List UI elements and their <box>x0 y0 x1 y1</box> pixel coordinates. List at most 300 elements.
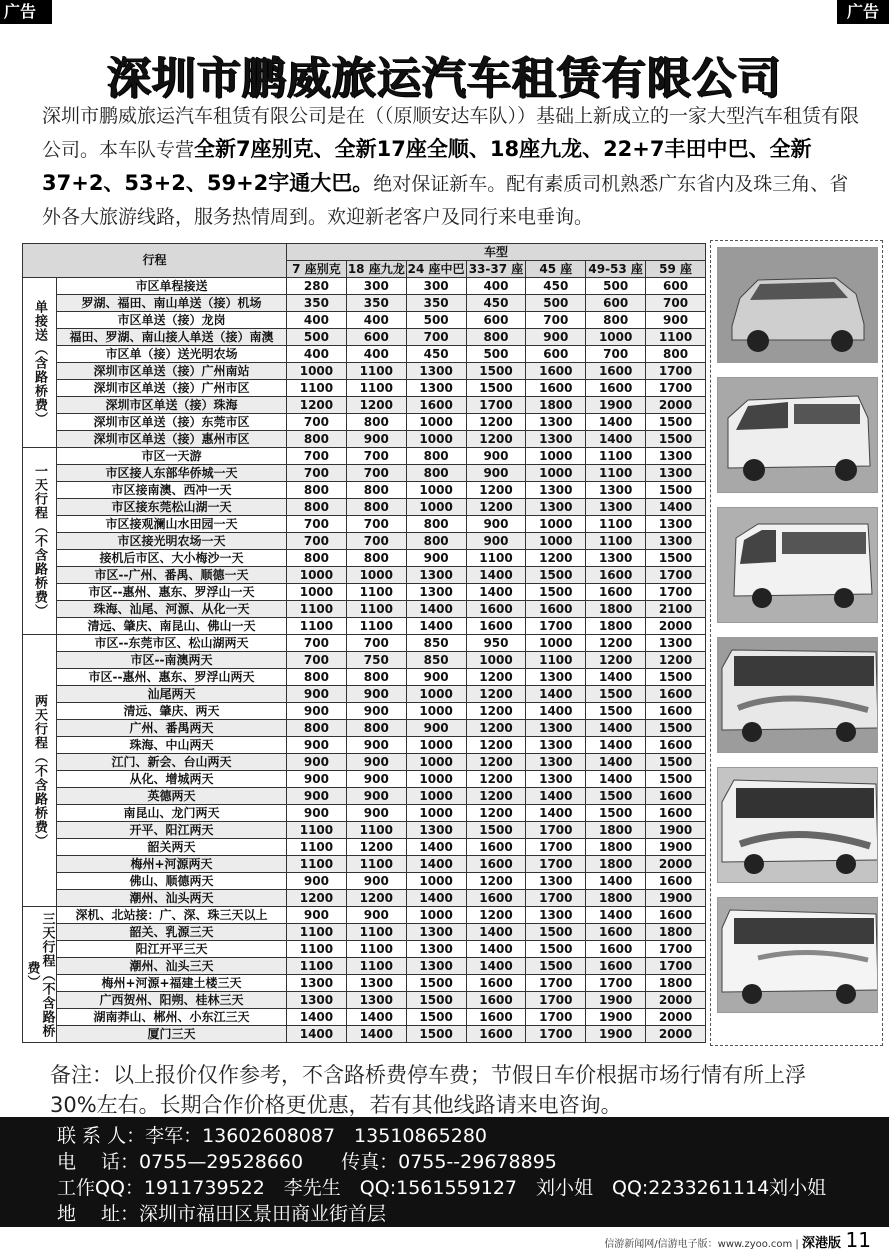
price-cell: 1400 <box>406 890 466 907</box>
price-cell: 1000 <box>406 482 466 499</box>
route-cell: 湖南莽山、郴州、小东江三天 <box>57 1009 287 1026</box>
price-cell: 700 <box>526 312 586 329</box>
price-cell: 1100 <box>287 924 347 941</box>
table-row <box>23 584 706 601</box>
price-cell: 900 <box>406 669 466 686</box>
price-cell: 1200 <box>346 839 406 856</box>
price-cell: 950 <box>466 635 526 652</box>
price-cell: 1800 <box>586 839 646 856</box>
ad-label-left: 广告 <box>0 0 52 24</box>
price-cell: 1500 <box>646 482 706 499</box>
route-cell: 佛山、顺德两天 <box>57 873 287 890</box>
price-cell: 1000 <box>406 431 466 448</box>
price-cell: 1600 <box>466 890 526 907</box>
price-cell: 1700 <box>646 380 706 397</box>
price-cell: 1600 <box>586 363 646 380</box>
col-header: 18 座九龙 <box>347 261 405 276</box>
price-cell: 1600 <box>646 686 706 703</box>
table-row <box>23 873 706 890</box>
table-row <box>23 482 706 499</box>
table-row <box>23 703 706 720</box>
price-cell: 400 <box>287 312 347 329</box>
route-cell: 南昆山、龙门两天 <box>57 805 287 822</box>
price-cell: 1200 <box>466 720 526 737</box>
price-cell: 1300 <box>406 924 466 941</box>
price-cell: 1900 <box>586 397 646 414</box>
route-cell: 清远、肇庆、南昆山、佛山一天 <box>57 618 287 635</box>
price-cell: 1400 <box>287 1009 347 1026</box>
photo-ford-transit <box>717 377 878 493</box>
price-cell: 1200 <box>287 397 347 414</box>
price-cell: 280 <box>287 278 347 295</box>
price-cell: 700 <box>646 295 706 312</box>
price-cell: 1500 <box>526 584 586 601</box>
price-cell: 1900 <box>646 890 706 907</box>
price-cell: 900 <box>526 329 586 346</box>
route-cell: 市区一天游 <box>57 448 287 465</box>
table-row <box>23 465 706 482</box>
table-row <box>23 295 706 312</box>
route-cell: 梅州+河源+福建土楼三天 <box>57 975 287 992</box>
table-row <box>23 618 706 635</box>
price-cell: 1100 <box>287 856 347 873</box>
route-cell: 广州、番禺两天 <box>57 720 287 737</box>
price-cell: 1100 <box>346 924 406 941</box>
price-cell: 1100 <box>346 856 406 873</box>
price-cell: 700 <box>287 533 347 550</box>
price-cell: 800 <box>346 482 406 499</box>
route-cell: 市区接人东部华侨城一天 <box>57 465 287 482</box>
price-cell: 1600 <box>586 958 646 975</box>
price-cell: 1400 <box>466 567 526 584</box>
route-cell: 英德两天 <box>57 788 287 805</box>
price-cell: 1600 <box>526 601 586 618</box>
route-cell: 接机后市区、大小梅沙一天 <box>57 550 287 567</box>
price-cell: 1300 <box>406 941 466 958</box>
price-cell: 1000 <box>406 805 466 822</box>
price-cell: 1800 <box>586 890 646 907</box>
price-cell: 1500 <box>526 941 586 958</box>
price-cell: 1600 <box>526 380 586 397</box>
price-cell: 900 <box>346 431 406 448</box>
price-cell: 800 <box>287 720 347 737</box>
price-cell: 500 <box>586 278 646 295</box>
price-cell: 700 <box>287 465 347 482</box>
table-row <box>23 635 706 652</box>
contact-address: 地 址：深圳市福田区景田商业街首层 <box>57 1203 387 1225</box>
table-row <box>23 550 706 567</box>
price-cell: 1500 <box>406 1026 466 1043</box>
price-cell: 350 <box>346 295 406 312</box>
price-cell: 600 <box>346 329 406 346</box>
price-cell: 1700 <box>526 839 586 856</box>
price-cell: 1300 <box>526 669 586 686</box>
price-cell: 1100 <box>287 941 347 958</box>
price-cell: 1000 <box>406 788 466 805</box>
page-number: 11 <box>845 1228 871 1250</box>
price-cell: 800 <box>646 346 706 363</box>
price-cell: 1800 <box>526 397 586 414</box>
photo-toyota-coaster <box>717 507 878 623</box>
price-cell: 1000 <box>526 448 586 465</box>
route-cell: 市区单送（接）龙岗 <box>57 312 287 329</box>
price-cell: 1300 <box>406 822 466 839</box>
price-cell: 1700 <box>526 890 586 907</box>
price-cell: 900 <box>466 448 526 465</box>
price-cell: 1200 <box>466 686 526 703</box>
col-header: 33-37 座 <box>466 261 526 278</box>
price-cell: 900 <box>346 686 406 703</box>
footer-site-text: 信游新闻网/信游电子版：www.zyoo.com <box>604 1239 793 1250</box>
price-cell: 1000 <box>287 584 347 601</box>
note-remark: 备注：以上报价仅作参考，不含路桥费停车费；节假日车价根据市场行情有所上浮30%左右。长期合作价格更优惠，若有其他线路请来电咨询。 <box>50 1063 806 1117</box>
price-cell: 1600 <box>466 839 526 856</box>
price-cell: 1600 <box>586 380 646 397</box>
price-cell: 1300 <box>526 873 586 890</box>
price-cell: 1500 <box>406 1009 466 1026</box>
price-cell: 1000 <box>287 363 347 380</box>
price-cell: 1600 <box>586 567 646 584</box>
price-cell: 1500 <box>646 754 706 771</box>
price-cell: 1400 <box>346 1009 406 1026</box>
price-cell: 1000 <box>406 703 466 720</box>
price-cell: 1100 <box>346 618 406 635</box>
price-cell: 1300 <box>526 414 586 431</box>
route-header: 行程 <box>23 244 287 278</box>
price-cell: 700 <box>287 516 347 533</box>
price-cell: 400 <box>466 278 526 295</box>
price-cell: 900 <box>287 771 347 788</box>
price-cell: 1100 <box>287 618 347 635</box>
route-cell: 福田、罗湖、南山接人单送（接）南澳 <box>57 329 287 346</box>
price-cell: 1300 <box>406 958 466 975</box>
table-row <box>23 975 706 992</box>
route-cell: 汕尾两天 <box>57 686 287 703</box>
intro-part-3: 绝对保证新车。配有素质司机熟悉广东省内及珠三角、省外各大旅游线路，服务热情周到。欢迎新老客户及同行来电垂询。 <box>42 173 849 228</box>
price-cell: 700 <box>346 465 406 482</box>
price-cell: 1100 <box>287 380 347 397</box>
price-cell: 1400 <box>466 958 526 975</box>
price-cell: 700 <box>287 652 347 669</box>
price-cell: 1100 <box>586 516 646 533</box>
price-cell: 1100 <box>586 465 646 482</box>
route-cell: 深机、北站接：广、深、珠三天以上 <box>57 907 287 924</box>
table-row <box>23 839 706 856</box>
table-row <box>23 822 706 839</box>
route-cell: 深圳市区单送（接）广州市区 <box>57 380 287 397</box>
group-label: 单接送（含路桥费） <box>23 278 57 448</box>
price-cell: 1300 <box>526 720 586 737</box>
price-cell: 2000 <box>646 618 706 635</box>
route-cell: 市区--广州、番禺、顺德一天 <box>57 567 287 584</box>
price-cell: 900 <box>466 533 526 550</box>
price-cell: 1200 <box>646 652 706 669</box>
table-row <box>23 380 706 397</box>
route-cell: 珠海、汕尾、河源、从化一天 <box>57 601 287 618</box>
price-cell: 1300 <box>406 567 466 584</box>
contact-phone: 电 话：0755—29528660 传真：0755--29678895 <box>57 1151 557 1173</box>
price-cell: 1300 <box>526 907 586 924</box>
price-cell: 1100 <box>646 329 706 346</box>
route-cell: 市区单（接）送光明农场 <box>57 346 287 363</box>
price-cell: 1100 <box>287 601 347 618</box>
price-cell: 800 <box>406 448 466 465</box>
price-cell: 2000 <box>646 1009 706 1026</box>
route-cell: 广西贺州、阳朔、桂林三天 <box>57 992 287 1009</box>
price-cell: 1400 <box>586 414 646 431</box>
table-row <box>23 737 706 754</box>
price-cell: 1600 <box>646 873 706 890</box>
price-cell: 900 <box>346 907 406 924</box>
table-row <box>23 771 706 788</box>
table-row <box>23 686 706 703</box>
price-cell: 1200 <box>287 890 347 907</box>
price-cell: 900 <box>406 720 466 737</box>
table-row <box>23 754 706 771</box>
price-cell: 1400 <box>526 788 586 805</box>
price-cell: 1200 <box>466 737 526 754</box>
intro-fleet: 全新7座别克、全新17座全顺、18座九龙、22+7丰田中巴、全新37+2、53+2、59+2宇通大巴。 <box>42 137 812 195</box>
price-cell: 1900 <box>646 839 706 856</box>
table-row <box>23 924 706 941</box>
price-cell: 1100 <box>346 584 406 601</box>
price-cell: 1300 <box>586 499 646 516</box>
price-cell: 1600 <box>466 856 526 873</box>
route-cell: 潮州、汕头两天 <box>57 890 287 907</box>
price-cell: 900 <box>287 686 347 703</box>
price-cell: 1500 <box>646 669 706 686</box>
price-cell: 1000 <box>406 873 466 890</box>
price-cell: 1400 <box>466 941 526 958</box>
price-cell: 600 <box>526 346 586 363</box>
route-cell: 市区--惠州、惠东、罗浮山一天 <box>57 584 287 601</box>
price-cell: 500 <box>406 312 466 329</box>
price-cell: 900 <box>466 516 526 533</box>
table-row <box>23 890 706 907</box>
table-row <box>23 856 706 873</box>
price-cell: 1700 <box>526 975 586 992</box>
price-cell: 1900 <box>586 1009 646 1026</box>
intro-part-1: 深圳市鹏威旅运汽车租赁有限公司是在（（原顺安达车队））基础上新成立的一家大型汽车租赁有限公司。本车队专营 <box>42 105 860 161</box>
price-cell: 1400 <box>586 737 646 754</box>
route-cell: 江门、新会、台山两天 <box>57 754 287 771</box>
price-cell: 1400 <box>406 601 466 618</box>
price-cell: 1300 <box>406 363 466 380</box>
price-cell: 1200 <box>586 635 646 652</box>
price-cell: 1200 <box>346 397 406 414</box>
price-cell: 1200 <box>466 771 526 788</box>
route-cell: 清远、肇庆、两天 <box>57 703 287 720</box>
price-cell: 400 <box>346 346 406 363</box>
price-cell: 900 <box>287 805 347 822</box>
price-cell: 1000 <box>526 516 586 533</box>
price-cell: 1400 <box>526 703 586 720</box>
price-cell: 1800 <box>586 822 646 839</box>
price-cell: 700 <box>346 516 406 533</box>
price-cell: 1300 <box>287 992 347 1009</box>
price-cell: 1000 <box>526 533 586 550</box>
price-cell: 900 <box>346 771 406 788</box>
price-cell: 800 <box>346 720 406 737</box>
price-cell: 1200 <box>466 873 526 890</box>
price-cell: 1600 <box>646 788 706 805</box>
price-cell: 900 <box>287 788 347 805</box>
price-cell: 1400 <box>646 499 706 516</box>
route-cell: 市区接南澳、西冲一天 <box>57 482 287 499</box>
route-cell: 市区--南澳两天 <box>57 652 287 669</box>
photo-yutong-bus-1 <box>717 637 878 753</box>
price-cell: 1200 <box>466 907 526 924</box>
price-cell: 1700 <box>466 397 526 414</box>
price-cell: 1100 <box>346 941 406 958</box>
price-cell: 1700 <box>526 992 586 1009</box>
price-cell: 2100 <box>646 601 706 618</box>
table-row <box>23 346 706 363</box>
table-row <box>23 1026 706 1043</box>
ad-label-right: 广告 <box>837 0 889 24</box>
contact-person: 联 系 人：李军：13602608087 13510865280 <box>57 1125 488 1147</box>
price-cell: 1700 <box>646 958 706 975</box>
price-cell: 1700 <box>646 584 706 601</box>
price-cell: 1000 <box>406 771 466 788</box>
price-cell: 1600 <box>466 601 526 618</box>
price-cell: 1200 <box>466 482 526 499</box>
price-cell: 1800 <box>586 856 646 873</box>
price-cell: 1100 <box>586 533 646 550</box>
price-cell: 1500 <box>586 703 646 720</box>
price-cell: 2000 <box>646 1026 706 1043</box>
price-cell: 1000 <box>406 907 466 924</box>
price-cell: 1400 <box>526 805 586 822</box>
table-row <box>23 788 706 805</box>
price-cell: 1400 <box>406 839 466 856</box>
price-cell: 1300 <box>287 975 347 992</box>
route-cell: 梅州+河源两天 <box>57 856 287 873</box>
price-cell: 1600 <box>646 805 706 822</box>
price-cell: 1500 <box>526 958 586 975</box>
intro-paragraph <box>42 100 862 234</box>
price-cell: 600 <box>466 312 526 329</box>
price-cell: 1500 <box>466 380 526 397</box>
footer-edition: 深港版 <box>801 1236 841 1250</box>
price-cell: 900 <box>346 703 406 720</box>
price-cell: 1400 <box>586 720 646 737</box>
price-cell: 1500 <box>586 805 646 822</box>
route-cell: 市区接东莞松山湖一天 <box>57 499 287 516</box>
price-cell: 800 <box>406 516 466 533</box>
route-cell: 深圳市区单送（接）珠海 <box>57 397 287 414</box>
price-cell: 850 <box>406 652 466 669</box>
price-cell: 500 <box>287 329 347 346</box>
price-cell: 1300 <box>526 737 586 754</box>
route-cell: 市区--东莞市区、松山湖两天 <box>57 635 287 652</box>
price-cell: 2000 <box>646 992 706 1009</box>
price-cell: 700 <box>406 329 466 346</box>
price-cell: 800 <box>406 465 466 482</box>
route-cell: 罗湖、福田、南山单送（接）机场 <box>57 295 287 312</box>
col-header: 49-53 座 <box>586 261 646 278</box>
price-cell: 1000 <box>406 414 466 431</box>
price-cell: 1700 <box>526 1009 586 1026</box>
price-cell: 1200 <box>466 788 526 805</box>
price-cell: 1900 <box>646 822 706 839</box>
price-cell: 1300 <box>346 975 406 992</box>
price-cell: 450 <box>406 346 466 363</box>
contact-qq: 工作QQ：1911739522 李先生 QQ:1561559127 刘小姐 QQ:2233261114刘小姐 <box>57 1177 827 1199</box>
price-cell: 1000 <box>406 754 466 771</box>
price-cell: 500 <box>526 295 586 312</box>
route-cell: 市区接观澜山水田园一天 <box>57 516 287 533</box>
price-cell: 1800 <box>586 618 646 635</box>
price-cell: 1200 <box>466 669 526 686</box>
photo-buick-mpv <box>717 247 878 363</box>
price-cell: 1600 <box>646 737 706 754</box>
price-cell: 1400 <box>586 431 646 448</box>
price-cell: 1400 <box>586 754 646 771</box>
price-cell: 1100 <box>526 652 586 669</box>
price-cell: 1100 <box>346 363 406 380</box>
price-cell: 1300 <box>646 533 706 550</box>
price-cell: 1500 <box>466 822 526 839</box>
price-cell: 1200 <box>526 550 586 567</box>
price-cell: 1300 <box>646 516 706 533</box>
price-cell: 1300 <box>526 482 586 499</box>
price-cell: 900 <box>346 805 406 822</box>
price-cell: 700 <box>346 533 406 550</box>
table-row <box>23 992 706 1009</box>
price-cell: 1100 <box>346 380 406 397</box>
price-cell: 800 <box>287 499 347 516</box>
price-cell: 400 <box>287 346 347 363</box>
price-cell: 1500 <box>526 924 586 941</box>
price-cell: 1400 <box>526 686 586 703</box>
table-row <box>23 567 706 584</box>
price-cell: 1900 <box>586 992 646 1009</box>
price-cell: 2000 <box>646 397 706 414</box>
price-cell: 1700 <box>526 618 586 635</box>
price-cell: 1300 <box>526 431 586 448</box>
price-cell: 1100 <box>346 601 406 618</box>
price-cell: 1700 <box>526 1026 586 1043</box>
price-cell: 1800 <box>646 924 706 941</box>
price-cell: 2000 <box>646 856 706 873</box>
price-cell: 1400 <box>346 1026 406 1043</box>
price-cell: 1000 <box>287 567 347 584</box>
price-cell: 1600 <box>586 584 646 601</box>
price-cell: 700 <box>287 635 347 652</box>
col-header: 24 座中巴 <box>407 261 465 276</box>
price-cell: 600 <box>586 295 646 312</box>
table-row <box>23 397 706 414</box>
price-cell: 700 <box>346 448 406 465</box>
price-cell: 1300 <box>646 635 706 652</box>
price-cell: 1300 <box>646 448 706 465</box>
price-cell: 1400 <box>406 856 466 873</box>
col-header: 59 座 <box>646 261 706 278</box>
route-cell: 厦门三天 <box>57 1026 287 1043</box>
price-cell: 800 <box>466 329 526 346</box>
price-cell: 900 <box>406 550 466 567</box>
route-cell: 潮州、汕头三天 <box>57 958 287 975</box>
price-cell: 1600 <box>586 924 646 941</box>
price-cell: 900 <box>346 754 406 771</box>
route-cell: 深圳市区单送（接）广州南站 <box>57 363 287 380</box>
price-cell: 1000 <box>466 652 526 669</box>
table-row <box>23 601 706 618</box>
price-cell: 1800 <box>646 975 706 992</box>
price-cell: 1300 <box>646 465 706 482</box>
price-cell: 1000 <box>406 737 466 754</box>
